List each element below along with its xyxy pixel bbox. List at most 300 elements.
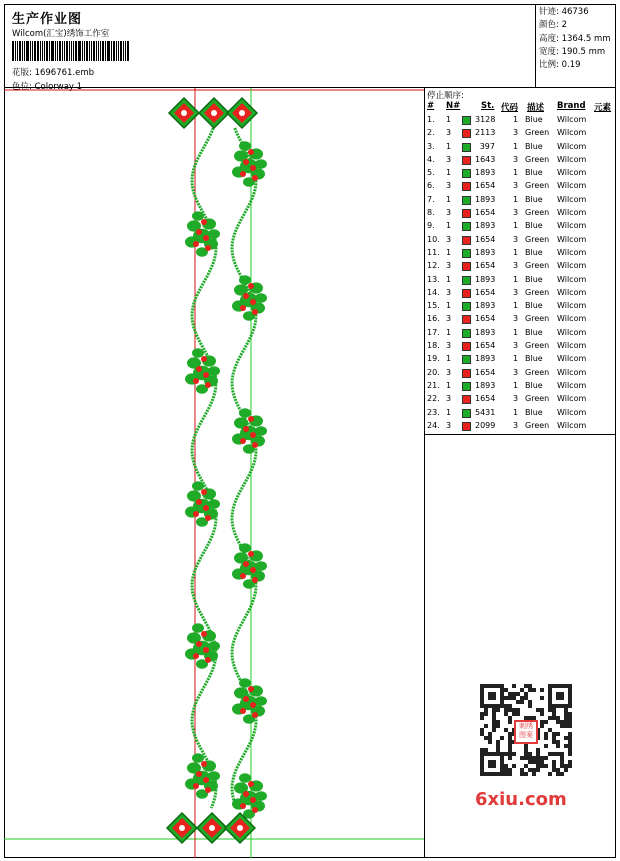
qr-module bbox=[556, 744, 560, 748]
qr-module bbox=[568, 752, 572, 756]
qr-module bbox=[568, 732, 572, 736]
studio-name: Wilcom(汇宝)绣饰工作室 bbox=[12, 29, 110, 39]
qr-module bbox=[540, 696, 544, 700]
row-stitches: 1893 bbox=[475, 354, 496, 364]
qr-module bbox=[568, 740, 572, 744]
qr-module bbox=[508, 692, 512, 696]
sequence-row bbox=[425, 142, 616, 155]
row-number: 1. bbox=[427, 115, 435, 124]
qr-module bbox=[524, 756, 528, 760]
row-desc: Blue bbox=[525, 247, 543, 257]
motif-dot bbox=[209, 825, 215, 831]
row-desc: Green bbox=[525, 341, 550, 351]
row-number: 16. bbox=[427, 314, 440, 324]
qr-module bbox=[532, 772, 536, 776]
sequence-row bbox=[425, 368, 616, 381]
qr-module bbox=[512, 692, 516, 696]
qr-module bbox=[532, 688, 536, 692]
row-needle: 1 bbox=[446, 354, 452, 364]
color-swatch bbox=[462, 382, 471, 391]
row-desc: Blue bbox=[525, 194, 543, 204]
leaf bbox=[239, 543, 251, 553]
row-desc: Green bbox=[525, 234, 550, 244]
row-needle: 3 bbox=[446, 420, 452, 430]
row-desc: Blue bbox=[525, 168, 543, 178]
row-stitches: 1654 bbox=[475, 341, 496, 351]
qr-module bbox=[520, 772, 524, 776]
row-stitches: 1654 bbox=[475, 287, 496, 297]
flower-bud bbox=[193, 511, 199, 517]
flower-bud bbox=[193, 653, 199, 659]
qr-module bbox=[564, 716, 568, 720]
qr-module bbox=[480, 748, 484, 752]
row-needle: 3 bbox=[446, 261, 452, 271]
sequence-row bbox=[425, 408, 616, 421]
leaf bbox=[255, 791, 267, 801]
flower-bud bbox=[248, 283, 254, 289]
qr-module bbox=[504, 728, 508, 732]
flower-bud bbox=[252, 442, 258, 448]
flower-bud bbox=[196, 771, 202, 777]
flower-bud bbox=[203, 647, 209, 653]
color-swatch bbox=[462, 222, 471, 231]
row-brand: Wilcom bbox=[557, 194, 587, 204]
embroidery-preview bbox=[4, 88, 425, 858]
qr-module bbox=[548, 716, 552, 720]
flower-bud bbox=[205, 245, 211, 251]
row-number: 24. bbox=[427, 420, 440, 430]
leaf-cluster-right-3 bbox=[232, 408, 267, 454]
qr-module bbox=[536, 756, 540, 760]
row-code: 3 bbox=[513, 181, 519, 191]
sequence-row bbox=[425, 328, 616, 341]
color-swatch bbox=[462, 422, 471, 431]
qr-module bbox=[520, 696, 524, 700]
row-stitches: 1893 bbox=[475, 274, 496, 284]
qr-module bbox=[508, 708, 512, 712]
color-swatch bbox=[462, 236, 471, 245]
row-brand: Wilcom bbox=[557, 261, 587, 271]
qr-module bbox=[536, 748, 540, 752]
row-number: 8. bbox=[427, 208, 435, 218]
qr-module bbox=[556, 752, 560, 756]
row-needle: 3 bbox=[446, 394, 452, 404]
qr-module bbox=[552, 732, 556, 736]
qr-module bbox=[568, 712, 572, 716]
flower-bud bbox=[248, 149, 254, 155]
row-number: 14. bbox=[427, 287, 440, 297]
row-needle: 1 bbox=[446, 407, 452, 417]
design-label: 花版: bbox=[12, 68, 32, 78]
row-needle: 1 bbox=[446, 247, 452, 257]
leaf bbox=[255, 159, 267, 169]
row-code: 3 bbox=[513, 234, 519, 244]
sequence-row bbox=[425, 221, 616, 234]
col-element: 元素 bbox=[594, 103, 612, 113]
qr-module bbox=[552, 740, 556, 744]
leaf bbox=[255, 561, 267, 571]
leaf bbox=[255, 426, 267, 436]
qr-module bbox=[540, 708, 544, 712]
leaf bbox=[239, 275, 251, 285]
qr-module bbox=[528, 760, 532, 764]
qr-module bbox=[504, 764, 508, 768]
qr-module bbox=[504, 768, 508, 772]
flower-bud bbox=[205, 515, 211, 521]
flower-bud bbox=[201, 489, 207, 495]
qr-module bbox=[556, 732, 560, 736]
flower-bud bbox=[201, 219, 207, 225]
qr-module bbox=[496, 740, 500, 744]
row-code: 1 bbox=[513, 194, 519, 204]
qr-module bbox=[548, 752, 552, 756]
qr-module bbox=[512, 712, 516, 716]
row-brand: Wilcom bbox=[557, 141, 587, 151]
row-code: 1 bbox=[513, 274, 519, 284]
row-needle: 1 bbox=[446, 194, 452, 204]
qr-module bbox=[508, 736, 512, 740]
row-stitches: 2113 bbox=[475, 128, 496, 138]
row-desc: Blue bbox=[525, 407, 543, 417]
flower-bud bbox=[193, 241, 199, 247]
row-desc: Green bbox=[525, 420, 550, 430]
sequence-row bbox=[425, 288, 616, 301]
qr-module bbox=[568, 748, 572, 752]
flower-bud bbox=[201, 356, 207, 362]
row-code: 1 bbox=[513, 221, 519, 231]
qr-module bbox=[504, 772, 508, 776]
qr-module bbox=[508, 696, 512, 700]
leaf bbox=[192, 211, 204, 221]
qr-module bbox=[556, 740, 560, 744]
sequence-row bbox=[425, 314, 616, 327]
qr-module bbox=[528, 684, 532, 688]
qr-module bbox=[560, 720, 564, 724]
qr-module bbox=[560, 752, 564, 756]
color-swatch bbox=[462, 315, 471, 324]
flower-bud bbox=[248, 781, 254, 787]
flower-bud bbox=[205, 657, 211, 663]
sequence-row bbox=[425, 275, 616, 288]
qr-module bbox=[532, 756, 536, 760]
row-brand: Wilcom bbox=[557, 380, 587, 390]
row-stitches: 397 bbox=[479, 141, 495, 151]
qr-module bbox=[548, 772, 552, 776]
row-needle: 3 bbox=[446, 341, 452, 351]
qr-module bbox=[484, 724, 488, 728]
qr-module bbox=[492, 724, 496, 728]
qr-module bbox=[552, 712, 556, 716]
qr-module bbox=[488, 736, 492, 740]
row-desc: Green bbox=[525, 181, 550, 191]
row-needle: 1 bbox=[446, 301, 452, 311]
qr-module bbox=[564, 724, 568, 728]
row-brand: Wilcom bbox=[557, 181, 587, 191]
qr-module bbox=[528, 768, 532, 772]
row-stitches: 5431 bbox=[475, 407, 496, 417]
qr-module bbox=[540, 720, 544, 724]
header-panel bbox=[4, 4, 536, 92]
stat-colors: 颜色: 2 bbox=[539, 20, 567, 31]
flower-bud bbox=[250, 432, 256, 438]
row-brand: Wilcom bbox=[557, 394, 587, 404]
color-swatch bbox=[462, 276, 471, 285]
qr-module bbox=[564, 768, 568, 772]
row-stitches: 1654 bbox=[475, 234, 496, 244]
flower-bud bbox=[243, 426, 249, 432]
row-brand: Wilcom bbox=[557, 420, 587, 430]
row-brand: Wilcom bbox=[557, 327, 587, 337]
row-stitches: 1643 bbox=[475, 154, 496, 164]
qr-module bbox=[480, 732, 484, 736]
row-code: 3 bbox=[513, 394, 519, 404]
qr-module bbox=[540, 756, 544, 760]
row-code: 1 bbox=[513, 407, 519, 417]
qr-module bbox=[544, 720, 548, 724]
sequence-row bbox=[425, 341, 616, 354]
qr-module bbox=[480, 728, 484, 732]
qr-module bbox=[520, 700, 524, 704]
qr-module bbox=[548, 728, 552, 732]
leaf bbox=[208, 229, 220, 239]
row-stitches: 1893 bbox=[475, 194, 496, 204]
qr-module bbox=[492, 728, 496, 732]
row-desc: Green bbox=[525, 261, 550, 271]
color-swatch bbox=[462, 302, 471, 311]
row-brand: Wilcom bbox=[557, 287, 587, 297]
row-code: 1 bbox=[513, 301, 519, 311]
qr-module bbox=[508, 732, 512, 736]
flower-bud bbox=[203, 372, 209, 378]
color-swatch bbox=[462, 369, 471, 378]
row-needle: 3 bbox=[446, 181, 452, 191]
qr-module bbox=[552, 716, 556, 720]
flower-bud bbox=[250, 797, 256, 803]
row-stitches: 1893 bbox=[475, 327, 496, 337]
flower-bud bbox=[240, 803, 246, 809]
row-desc: Green bbox=[525, 394, 550, 404]
flower-bud bbox=[203, 505, 209, 511]
row-needle: 1 bbox=[446, 380, 452, 390]
qr-module bbox=[528, 752, 532, 756]
qr-module bbox=[500, 736, 504, 740]
qr-module bbox=[504, 704, 508, 708]
leaf bbox=[239, 678, 251, 688]
row-number: 19. bbox=[427, 354, 440, 364]
qr-module bbox=[512, 708, 516, 712]
qr-module bbox=[536, 764, 540, 768]
qr-module bbox=[516, 692, 520, 696]
leaf bbox=[255, 696, 267, 706]
row-brand: Wilcom bbox=[557, 168, 587, 178]
qr-module bbox=[540, 712, 544, 716]
col-brand: Brand bbox=[557, 101, 586, 111]
flower-bud bbox=[243, 293, 249, 299]
row-code: 3 bbox=[513, 287, 519, 297]
leaf bbox=[239, 141, 251, 151]
qr-module bbox=[528, 688, 532, 692]
sequence-row bbox=[425, 208, 616, 221]
row-number: 7. bbox=[427, 194, 435, 204]
flower-bud bbox=[250, 567, 256, 573]
sequence-row bbox=[425, 381, 616, 394]
leaf bbox=[192, 753, 204, 763]
qr-module bbox=[564, 736, 568, 740]
row-number: 6. bbox=[427, 181, 435, 191]
row-number: 22. bbox=[427, 394, 440, 404]
qr-module bbox=[560, 756, 564, 760]
leaf bbox=[255, 293, 267, 303]
row-brand: Wilcom bbox=[557, 221, 587, 231]
qr-module bbox=[524, 752, 528, 756]
row-needle: 1 bbox=[446, 327, 452, 337]
row-stitches: 3128 bbox=[475, 115, 496, 124]
col-code: 代码 bbox=[501, 103, 519, 113]
flower-bud bbox=[252, 712, 258, 718]
flower-bud bbox=[240, 305, 246, 311]
qr-module bbox=[568, 720, 572, 724]
color-swatch bbox=[462, 395, 471, 404]
row-code: 1 bbox=[513, 327, 519, 337]
color-swatch bbox=[462, 196, 471, 205]
qr-module bbox=[492, 720, 496, 724]
qr-module bbox=[532, 768, 536, 772]
qr-module bbox=[564, 708, 568, 712]
row-number: 17. bbox=[427, 327, 440, 337]
row-code: 1 bbox=[513, 380, 519, 390]
flower-bud bbox=[193, 783, 199, 789]
qr-module bbox=[480, 716, 484, 720]
flower-bud bbox=[201, 631, 207, 637]
qr-module bbox=[524, 748, 528, 752]
qr-module bbox=[544, 756, 548, 760]
row-desc: Blue bbox=[525, 327, 543, 337]
qr-module bbox=[508, 752, 512, 756]
row-number: 13. bbox=[427, 274, 440, 284]
row-needle: 1 bbox=[446, 141, 452, 151]
sequence-row bbox=[425, 261, 616, 274]
qr-module bbox=[496, 744, 500, 748]
qr-code bbox=[468, 680, 586, 778]
design-file bbox=[12, 66, 94, 78]
sequence-row bbox=[425, 248, 616, 261]
qr-module bbox=[496, 720, 500, 724]
top-motif-3 bbox=[227, 98, 257, 128]
sequence-row bbox=[425, 421, 616, 434]
barcode bbox=[12, 41, 142, 61]
row-number: 20. bbox=[427, 367, 440, 377]
color-swatch bbox=[462, 169, 471, 178]
row-code: 1 bbox=[513, 168, 519, 178]
qr-module bbox=[480, 712, 484, 716]
row-needle: 1 bbox=[446, 115, 452, 124]
row-desc: Blue bbox=[525, 141, 543, 151]
row-brand: Wilcom bbox=[557, 407, 587, 417]
sequence-row bbox=[425, 181, 616, 194]
row-number: 18. bbox=[427, 341, 440, 351]
design-preview bbox=[4, 88, 425, 858]
qr-module bbox=[508, 768, 512, 772]
flower-bud bbox=[250, 165, 256, 171]
qr-module bbox=[504, 712, 508, 716]
row-stitches: 1654 bbox=[475, 314, 496, 324]
row-brand: Wilcom bbox=[557, 208, 587, 218]
leaf bbox=[239, 408, 251, 418]
col-st: St. bbox=[481, 101, 495, 111]
flower-bud bbox=[193, 378, 199, 384]
flower-bud bbox=[196, 229, 202, 235]
sequence-header bbox=[425, 101, 616, 113]
row-code: 3 bbox=[513, 208, 519, 218]
row-desc: Green bbox=[525, 154, 550, 164]
col-desc: 描述 bbox=[527, 103, 545, 113]
color-swatch bbox=[462, 289, 471, 298]
flower-bud bbox=[252, 577, 258, 583]
leaf bbox=[208, 771, 220, 781]
qr-module bbox=[560, 760, 564, 764]
sequence-row bbox=[425, 235, 616, 248]
qr-module bbox=[512, 764, 516, 768]
qr-module bbox=[560, 772, 564, 776]
row-number: 23. bbox=[427, 407, 440, 417]
qr-module bbox=[508, 756, 512, 760]
qr-module bbox=[552, 736, 556, 740]
motif-dot bbox=[179, 825, 185, 831]
leaf-cluster-left-5 bbox=[185, 753, 220, 799]
color-swatch bbox=[462, 342, 471, 351]
qr-module bbox=[492, 712, 496, 716]
qr-module bbox=[540, 764, 544, 768]
qr-module bbox=[520, 768, 524, 772]
motif-dot bbox=[181, 110, 187, 116]
row-stitches: 1893 bbox=[475, 380, 496, 390]
row-needle: 3 bbox=[446, 154, 452, 164]
flower-bud bbox=[248, 686, 254, 692]
qr-module bbox=[508, 772, 512, 776]
row-stitches: 1893 bbox=[475, 221, 496, 231]
row-code: 3 bbox=[513, 128, 519, 138]
row-stitches: 1654 bbox=[475, 181, 496, 191]
stat-height: 高度: 1364.5 mm bbox=[539, 33, 611, 44]
qr-module bbox=[540, 688, 544, 692]
qr-module bbox=[496, 724, 500, 728]
flower-bud bbox=[240, 171, 246, 177]
qr-module bbox=[496, 748, 500, 752]
qr-module bbox=[552, 708, 556, 712]
qr-module bbox=[516, 700, 520, 704]
qr-module bbox=[560, 724, 564, 728]
leaf bbox=[192, 623, 204, 633]
row-needle: 1 bbox=[446, 221, 452, 231]
qr-stamp: 刺绣图案 bbox=[514, 720, 538, 744]
row-number: 2. bbox=[427, 128, 435, 138]
row-brand: Wilcom bbox=[557, 234, 587, 244]
color-swatch bbox=[462, 249, 471, 258]
row-stitches: 1654 bbox=[475, 394, 496, 404]
qr-module bbox=[540, 724, 544, 728]
qr-module bbox=[508, 716, 512, 720]
qr-module bbox=[516, 712, 520, 716]
qr-module bbox=[564, 764, 568, 768]
row-number: 15. bbox=[427, 301, 440, 311]
leaf bbox=[208, 499, 220, 509]
leaf bbox=[239, 773, 251, 783]
leaf-cluster-right-1 bbox=[232, 141, 267, 187]
flower-bud bbox=[250, 299, 256, 305]
row-needle: 1 bbox=[446, 168, 452, 178]
color-swatch bbox=[462, 209, 471, 218]
qr-module bbox=[488, 732, 492, 736]
